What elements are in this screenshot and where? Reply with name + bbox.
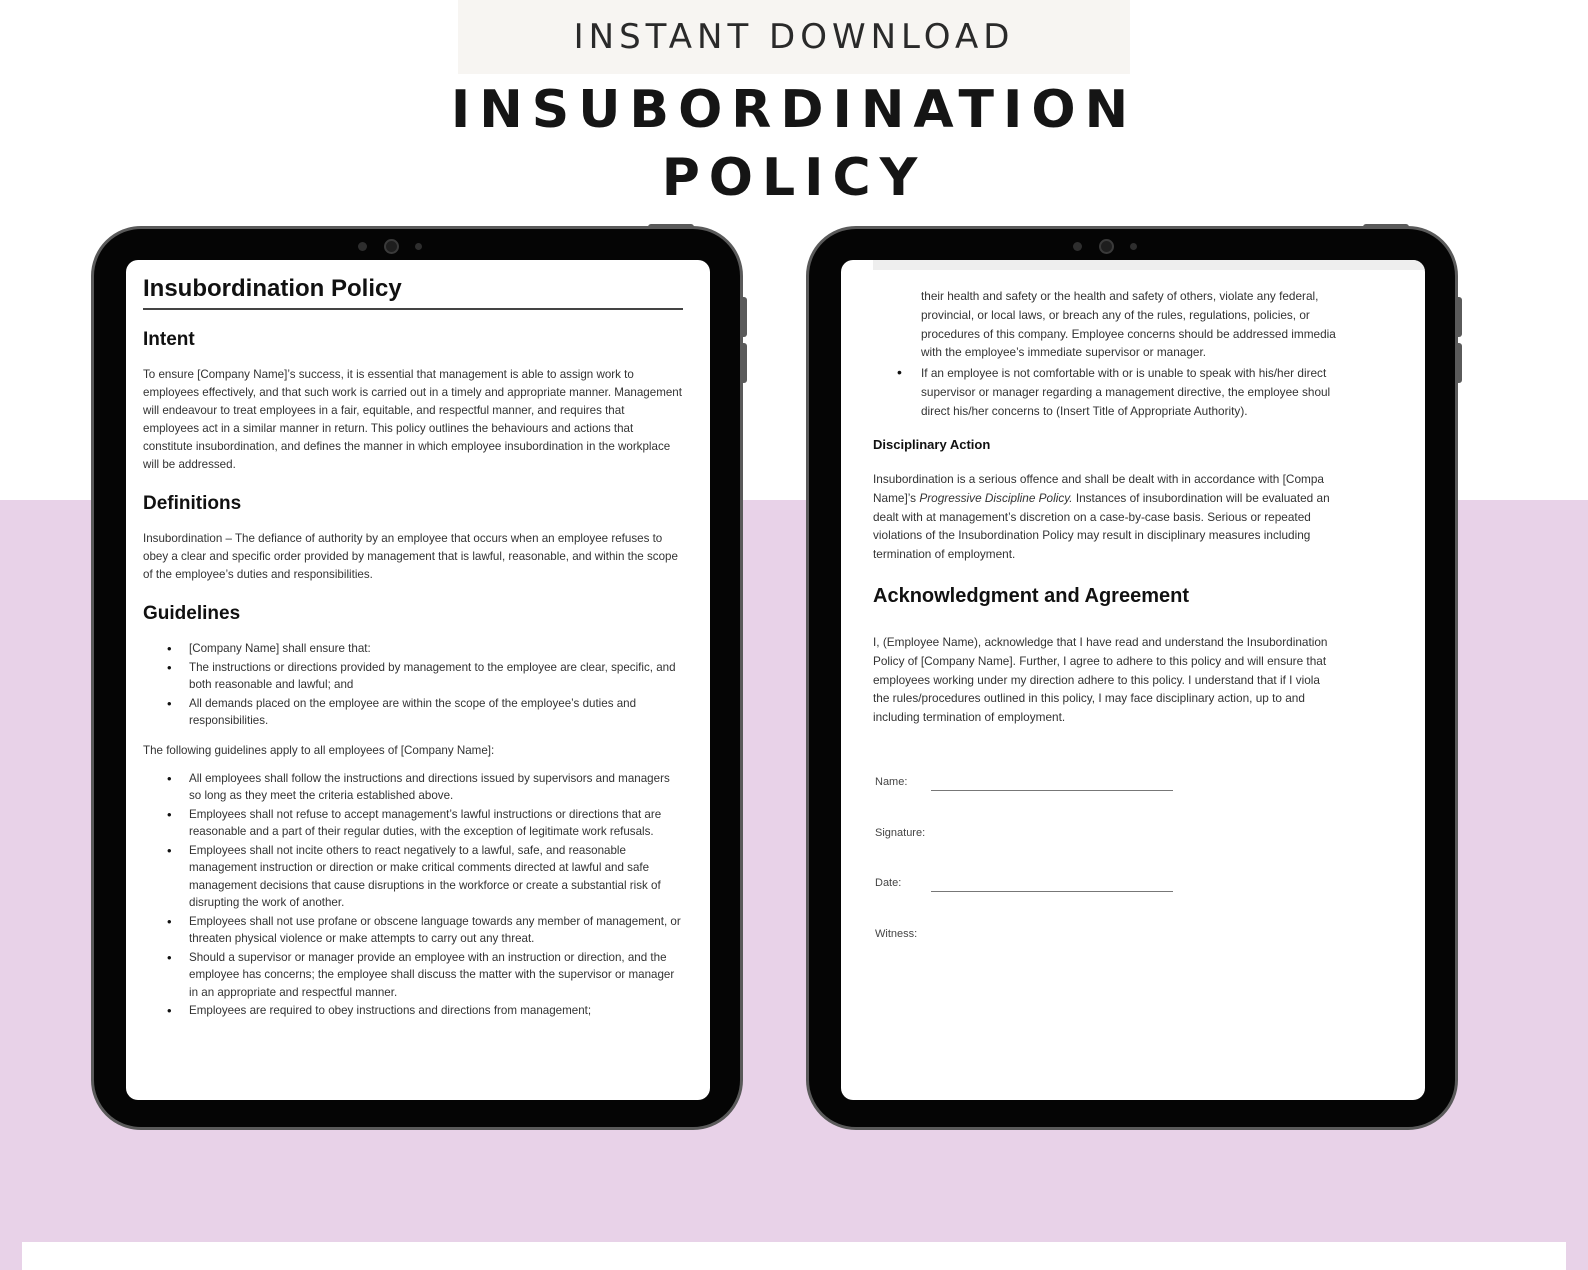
signature-field [875,827,925,839]
list-item [897,364,1425,420]
tablet-side-button [1457,343,1462,383]
tablet-top-button [1363,224,1409,229]
banner-text: INSTANT DOWNLOAD [573,17,1015,57]
text-line: provincial, or local laws, or breach any of the rules, regulations, policies, or [921,307,1310,322]
text-line [873,489,1425,508]
text-line: dealt with at management’s discretion on a case-by-case basis. Serious or repeated [873,509,1311,524]
list-item: • Employees shall not refuse to accept management’s lawful instructions or directions that are reasonable and a part of their regular duties, with the exception of legitimate work refusals. [143,806,683,841]
guidelines-heading: Guidelines [143,603,241,624]
continued-bullet-text [921,287,1425,362]
text-line: their health and safety or the health and safety of others, violate any federal, [921,289,1319,303]
text-line: violations of the Insubordination Policy may result in disciplinary measures including [873,528,1311,543]
text-line: If an employee is not comfortable with or is unable to speak with his/her direct [921,366,1327,380]
list-item: • Employees are required to obey instructions and directions from management; [143,1002,683,1020]
camera-icon [358,238,438,254]
bottom-white-strip [22,1242,1566,1270]
tablet-right-screen [841,260,1425,1100]
definitions-heading: Definitions [143,493,242,514]
text-line: direct his/her concerns to (Insert Title of Appropriate Authority). [921,403,1248,418]
text-line: I, (Employee Name), acknowledge that I have read and understand the Insubordination [873,635,1328,649]
main-title-line1: INSUBORDINATION [450,80,1138,140]
date-field [875,877,901,889]
list-item: • [Company Name] shall ensure that: [143,640,683,658]
text-line: Policy of [Company Name]. Further, I agree to adhere to this policy and will ensure that [873,653,1327,668]
list-item: • Employees shall not incite others to react negatively to a lawful, safe, and reasonable management instruction or direction or make critical comments directed at lawful and safe management decisions that cause disruptions in the workforce or create a substantial risk of disrupting the work of another. [143,842,683,912]
rules-list [143,770,683,1020]
text-span: Instances of insubordination will be evaluated an [1072,490,1330,505]
disciplinary-text [873,470,1425,564]
policy-name-italic: Progressive Discipline Policy. [919,490,1073,505]
intent-heading: Intent [143,329,195,350]
bullet-icon: • [897,364,902,380]
list-item: • All demands placed on the employee are within the scope of the employee’s duties and responsibilities. [143,695,683,730]
signature-label: Signature: [875,827,926,839]
guidelines-list [143,640,683,730]
list-item: • All employees shall follow the instructions and directions issued by supervisors and managers so long as they meet the criteria established above. [143,770,683,805]
witness-label: Witness: [875,928,918,940]
name-label: Name: [875,776,908,788]
list-item: • The instructions or directions provided by management to the employee are clear, specific, and both reasonable and lawful; and [143,659,683,694]
text-line: supervisor or manager regarding a management directive, the employee shoul [921,384,1331,399]
text-line: Insubordination is a serious offence and shall be dealt with in accordance with [Compa [873,472,1324,486]
text-span: Name]’s [873,490,920,505]
disciplinary-heading: Disciplinary Action [873,437,991,452]
date-label: Date: [875,877,902,889]
tablet-left [91,226,743,1130]
tablet-left-screen [126,260,710,1100]
tablet-side-button [742,343,747,383]
instant-download-banner [458,0,1130,74]
text-line: termination of employment. [873,547,1016,562]
list-item: • Should a supervisor or manager provide an employee with an instruction or direction, and the employee has concerns; the employee shall discuss the matter with the supervisor or manager in an appropriate and respectful manner. [143,949,683,1002]
text-line: employees working under my direction adhere to this policy. I understand that if I viola [873,672,1320,687]
witness-field [875,928,917,940]
tablet-top-button [648,224,694,229]
acknowledgment-text [873,633,1425,727]
text-line: including termination of employment. [873,710,1066,725]
doc-title: Insubordination Policy [143,272,683,310]
camera-icon [1073,238,1153,254]
name-signature-line [931,790,1173,791]
tablet-side-button [742,297,747,337]
definitions-text: Insubordination – The defiance of authority by an employee that occurs when an employee refuses to obey a clear and specific order provided by management that is lawful, reasonable, and within the scope of the employee’s duties and responsibilities. [143,532,678,581]
policy-page-1 [143,272,683,1021]
tablet-right [806,226,1458,1130]
guidelines-intro: The following guidelines apply to all employees of [Company Name]: [143,743,495,757]
main-title-line2: POLICY [661,148,927,208]
text-line: the rules/procedures outlined in this policy, I may face disciplinary action, up to and [873,691,1305,706]
name-field [875,776,907,788]
intent-text: To ensure [Company Name]’s success, it is essential that management is able to assign work to employees effectively, and that such work is carried out in a timely and appropriate manner. Management will endeavour to treat employees in a fair, equitable, and respectful manner, and requires that employees act in a similar manner in return. This policy outlines the behaviours and actions that constitute insubordination, and defines the manner in which employee insubordination in the workplace will be addressed. [143,368,682,471]
acknowledgment-heading: Acknowledgment and Agreement [873,585,1189,607]
page-top-rule [873,260,1425,270]
tablet-side-button [1457,297,1462,337]
text-line: with the employee’s immediate supervisor or manager. [921,345,1207,360]
text-line: procedures of this company. Employee concerns should be addressed immedia [921,326,1336,341]
list-item: • Employees shall not use profane or obscene language towards any member of management, or threaten physical violence or make attempts to carry out any threat. [143,913,683,948]
date-signature-line [931,891,1173,892]
